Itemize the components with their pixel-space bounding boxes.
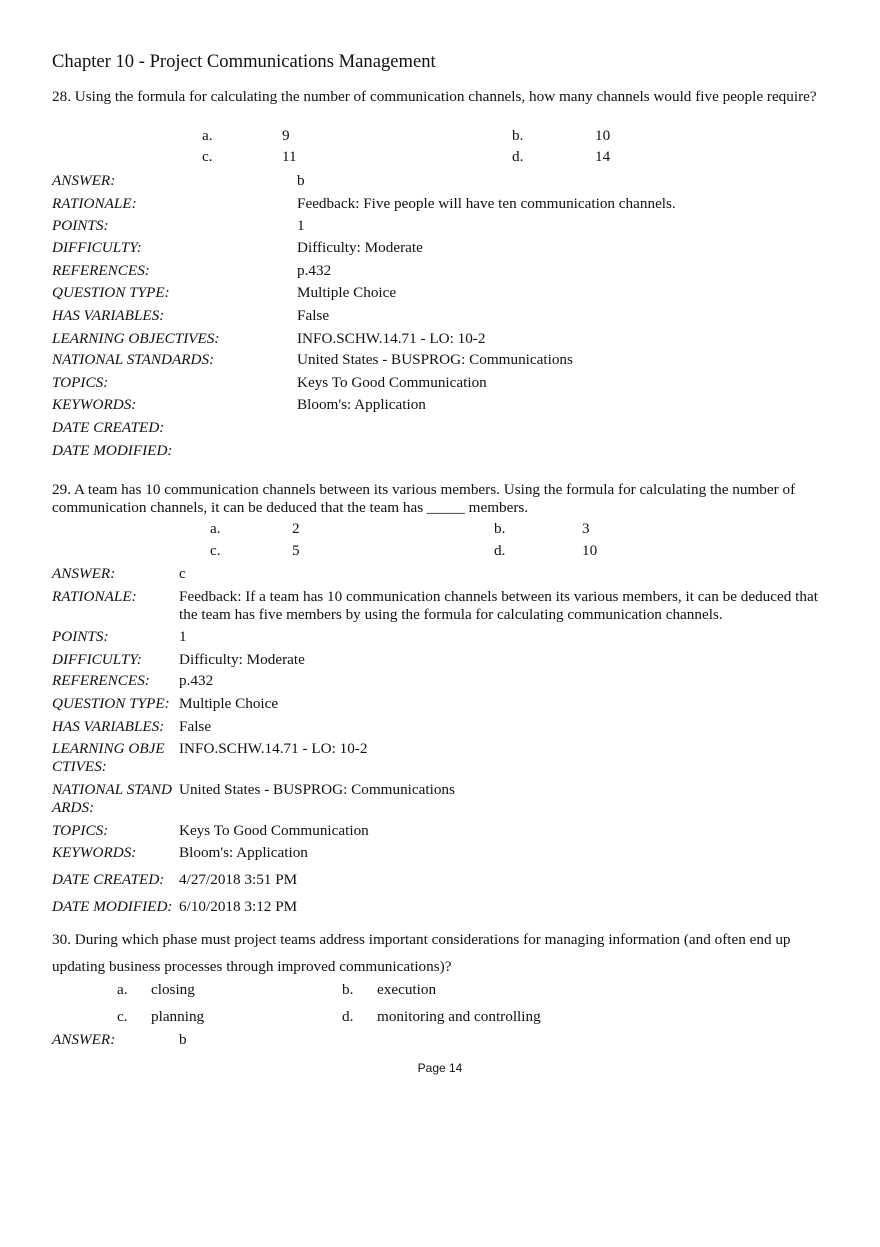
q29-option-d-letter: d. — [494, 542, 506, 559]
q28-rationale-label: RATIONALE: — [52, 195, 137, 212]
q28-rationale-value: Feedback: Five people will have ten communication channels. — [297, 195, 676, 212]
q28-question-type-label: QUESTION TYPE: — [52, 284, 170, 301]
chapter-title: Chapter 10 - Project Communications Management — [52, 51, 436, 72]
q29-learning-objectives-label: LEARNING OBJE CTIVES: — [52, 740, 165, 775]
q28-option-c-text: 11 — [282, 148, 297, 165]
q30-option-c-letter: c. — [117, 1008, 128, 1025]
q29-has-variables-label: HAS VARIABLES: — [52, 718, 165, 735]
q29-references-label: REFERENCES: — [52, 672, 150, 689]
q29-option-c-letter: c. — [210, 542, 221, 559]
q29-national-standards-label: NATIONAL STAND ARDS: — [52, 781, 172, 816]
q28-option-a-text: 9 — [282, 127, 290, 144]
question-29-text: 29. A team has 10 communication channels between its various members. Using the formula for calculating the number of communication channels, it can be deduced that the team has _____ members. — [52, 481, 796, 516]
q28-has-variables-label: HAS VARIABLES: — [52, 307, 165, 324]
q29-date-created-label: DATE CREATED: — [52, 871, 165, 888]
q29-option-a-text: 2 — [292, 520, 300, 537]
q28-date-created-label: DATE CREATED: — [52, 419, 165, 436]
q29-keywords-label: KEYWORDS: — [52, 844, 137, 861]
q29-difficulty-value: Difficulty: Moderate — [179, 651, 305, 668]
q29-question-type-value: Multiple Choice — [179, 695, 279, 712]
q29-answer-value: c — [179, 565, 186, 582]
q29-points-value: 1 — [179, 628, 187, 645]
q28-date-modified-label: DATE MODIFIED: — [52, 442, 173, 459]
q28-answer-label: ANSWER: — [52, 172, 116, 189]
q29-points-label: POINTS: — [52, 628, 109, 645]
q28-topics-value: Keys To Good Communication — [297, 374, 487, 391]
q28-keywords-label: KEYWORDS: — [52, 396, 137, 413]
q29-question-type-label: QUESTION TYPE: — [52, 695, 170, 712]
question-28-text: 28. Using the formula for calculating the number of communication channels, how many channels would five people require? — [52, 88, 817, 105]
q29-date-modified-label: DATE MODIFIED: — [52, 898, 173, 915]
q28-option-c-letter: c. — [202, 148, 213, 165]
q29-option-d-text: 10 — [582, 542, 598, 559]
q29-option-b-letter: b. — [494, 520, 506, 537]
question-30-text: 30. During which phase must project teams address important considerations for managing information (and often end up updating business processes through improved communications)? — [52, 931, 791, 975]
q28-question-type-value: Multiple Choice — [297, 284, 397, 301]
q28-points-value: 1 — [297, 217, 305, 234]
q29-rationale-value: Feedback: If a team has 10 communication channels between its various members, it can be deduced that the team has five members by using the formula for calculating communication channels. — [179, 588, 818, 623]
q28-answer-value: b — [297, 172, 305, 189]
q28-references-label: REFERENCES: — [52, 262, 150, 279]
q29-date-created-value: 4/27/2018 3:51 PM — [179, 871, 298, 888]
q29-option-a-letter: a. — [210, 520, 221, 537]
q28-points-label: POINTS: — [52, 217, 109, 234]
q30-option-d-text: monitoring and controlling — [377, 1008, 541, 1025]
q30-option-b-letter: b. — [342, 981, 354, 998]
q29-national-standards-value: United States - BUSPROG: Communications — [179, 781, 455, 798]
q28-difficulty-label: DIFFICULTY: — [52, 239, 142, 256]
q29-date-modified-value: 6/10/2018 3:12 PM — [179, 898, 298, 915]
q28-learning-objectives-value: INFO.SCHW.14.71 - LO: 10-2 — [297, 330, 486, 347]
q28-option-b-letter: b. — [512, 127, 524, 144]
q30-answer-value: b — [179, 1031, 187, 1048]
q29-has-variables-value: False — [179, 718, 212, 735]
q29-topics-value: Keys To Good Communication — [179, 822, 369, 839]
q29-keywords-value: Bloom's: Application — [179, 844, 308, 861]
q29-difficulty-label: DIFFICULTY: — [52, 651, 142, 668]
q28-national-standards-label: NATIONAL STANDARDS: — [52, 351, 215, 368]
q30-option-a-letter: a. — [117, 981, 128, 998]
q28-option-a-letter: a. — [202, 127, 213, 144]
q28-option-d-text: 14 — [595, 148, 611, 165]
q28-option-b-text: 10 — [595, 127, 611, 144]
q28-references-value: p.432 — [297, 262, 332, 279]
q30-answer-label: ANSWER: — [52, 1031, 116, 1048]
q29-rationale-label: RATIONALE: — [52, 588, 137, 605]
q28-keywords-value: Bloom's: Application — [297, 396, 426, 413]
q29-option-c-text: 5 — [292, 542, 300, 559]
q29-answer-label: ANSWER: — [52, 565, 116, 582]
q29-references-value: p.432 — [179, 672, 214, 689]
q30-option-d-letter: d. — [342, 1008, 354, 1025]
q30-option-b-text: execution — [377, 981, 437, 998]
q28-has-variables-value: False — [297, 307, 330, 324]
q29-learning-objectives-value: INFO.SCHW.14.71 - LO: 10-2 — [179, 740, 368, 757]
q28-option-d-letter: d. — [512, 148, 524, 165]
q28-topics-label: TOPICS: — [52, 374, 109, 391]
page-number: Page 14 — [417, 1061, 463, 1075]
q30-option-c-text: planning — [151, 1008, 205, 1025]
q28-national-standards-value: United States - BUSPROG: Communications — [297, 351, 573, 368]
q29-topics-label: TOPICS: — [52, 822, 109, 839]
q29-option-b-text: 3 — [582, 520, 590, 537]
q28-difficulty-value: Difficulty: Moderate — [297, 239, 423, 256]
q30-option-a-text: closing — [151, 981, 195, 998]
q28-learning-objectives-label: LEARNING OBJECTIVES: — [52, 330, 220, 347]
